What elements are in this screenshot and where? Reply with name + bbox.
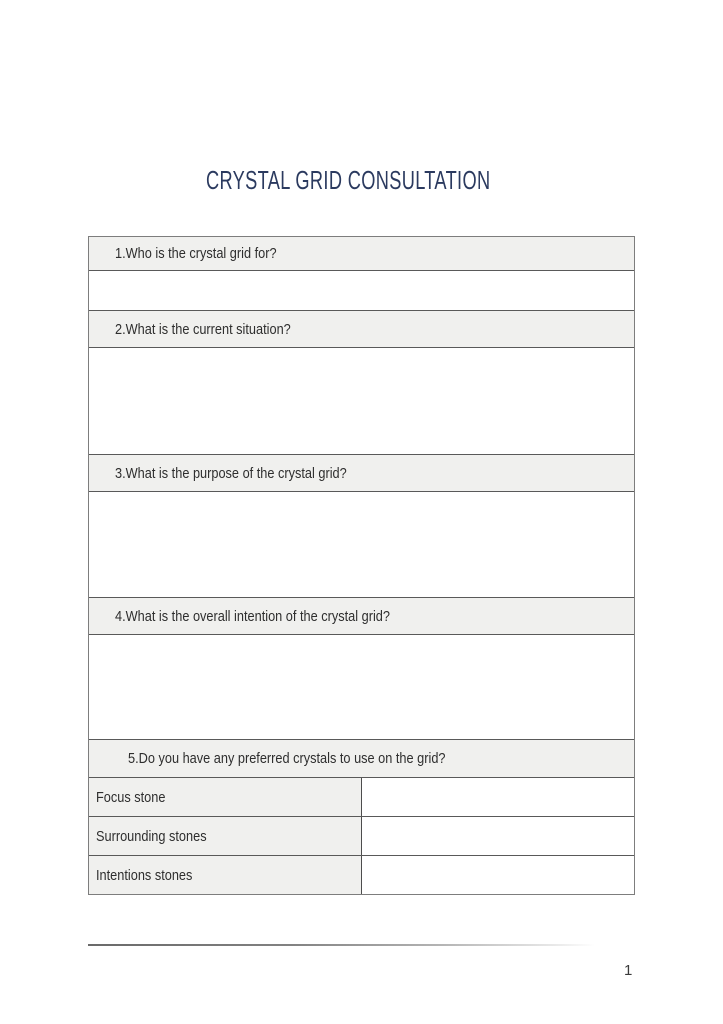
question-4-label: 4.What is the overall intention of the crystal grid? xyxy=(115,607,390,625)
surrounding-stones-value-cell[interactable] xyxy=(362,817,634,855)
focus-stone-label: Focus stone xyxy=(96,788,166,806)
question-3-header xyxy=(89,455,634,492)
intentions-stones-label-cell xyxy=(89,856,362,894)
focus-stone-label-cell xyxy=(89,778,362,816)
intentions-stones-label: Intentions stones xyxy=(96,866,193,884)
answer-area-3[interactable] xyxy=(89,492,634,598)
question-4-header xyxy=(89,598,634,635)
table-row-focus-stone xyxy=(89,778,634,817)
answer-area-2[interactable] xyxy=(89,348,634,455)
question-1-label: 1.Who is the crystal grid for? xyxy=(115,245,277,262)
answer-area-1[interactable] xyxy=(89,271,634,311)
page-title xyxy=(0,162,710,198)
question-2-label: 2.What is the current situation? xyxy=(115,320,291,338)
table-row-intentions-stones xyxy=(89,856,634,894)
focus-stone-value-cell[interactable] xyxy=(362,778,634,816)
question-5-header xyxy=(89,740,634,778)
surrounding-stones-label-cell xyxy=(89,817,362,855)
footer-divider xyxy=(88,944,595,946)
question-2-header xyxy=(89,311,634,348)
consultation-form xyxy=(88,236,635,895)
answer-area-4[interactable] xyxy=(89,635,634,740)
table-row-surrounding-stones xyxy=(89,817,634,856)
page-title-text: CRYSTAL GRID CONSULTATION xyxy=(206,164,491,195)
question-1-header xyxy=(89,237,634,271)
surrounding-stones-label: Surrounding stones xyxy=(96,827,207,845)
question-3-label: 3.What is the purpose of the crystal grid? xyxy=(115,464,347,482)
question-5-label: 5.Do you have any preferred crystals to use on the grid? xyxy=(128,750,446,767)
page-number: 1 xyxy=(624,962,633,979)
intentions-stones-value-cell[interactable] xyxy=(362,856,634,894)
